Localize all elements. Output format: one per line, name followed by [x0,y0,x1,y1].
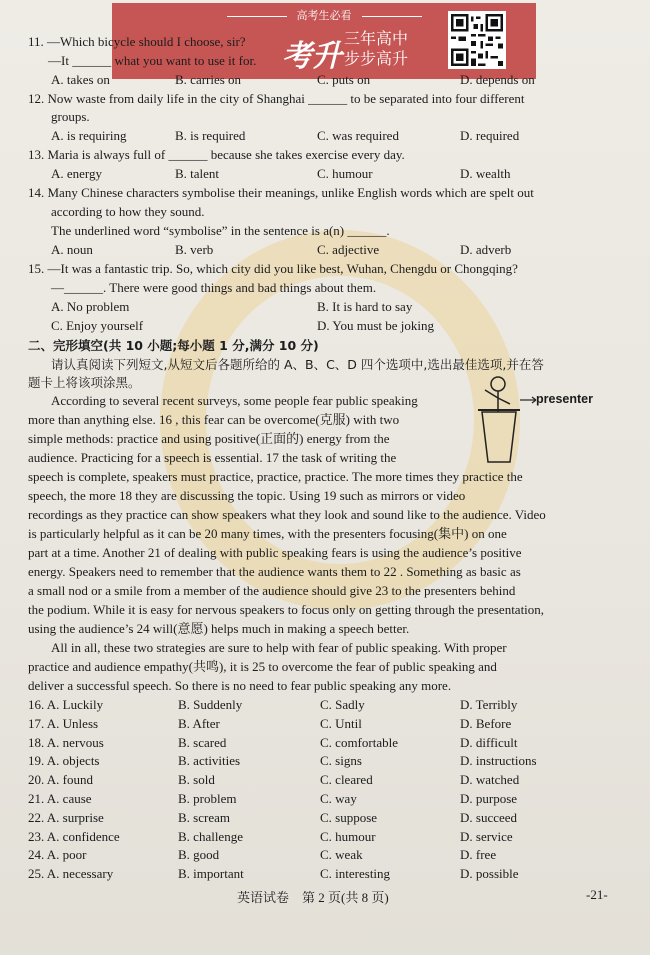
section-instruction-1: 请认真阅读下列短文,从短文后各题所给的 A、B、C、D 四个选项中,选出最佳选项,并在答 [51,357,544,372]
q12-option-d: D. required [460,128,520,143]
q14-option-b: B. verb [175,242,214,257]
cloze-option: B. challenge [178,828,243,844]
cloze-option: C. comfortable [320,734,398,750]
cloze-option: C. Sadly [320,697,365,712]
cloze-option: 18. A. nervous [28,734,104,750]
cloze-option: B. Suddenly [178,697,243,712]
q12-option-c: C. was required [317,128,399,143]
passage-line: speech, the more 18 they are discussing the topic. Using 19 such as mirrors or video [28,488,466,503]
q13-stem: 13. Maria is always full of ______ because she takes exercise every day. [28,147,405,162]
q13-option-b: B. talent [175,166,220,181]
cloze-option: C. way [320,791,357,806]
cloze-option: D. purpose [460,791,518,806]
cloze-option: D. difficult [460,734,518,750]
q14-option-d: D. adverb [460,242,512,257]
cloze-option: D. service [460,828,513,844]
cloze-option: D. Terribly [460,697,518,712]
cloze-option: B. good [178,847,220,863]
passage-line: part at a time. Another 21 of dealing with public speaking fears is using the audience’s positive [28,545,522,560]
cloze-option: C. cleared [320,772,373,788]
q15-stem-1: 15. —It was a fantastic trip. So, which city did you like best, Wuhan, Chengdu or Chongqing? [28,261,518,276]
cloze-option: D. instructions [460,753,537,769]
q11-option-d: D. depends on [460,72,535,87]
q15-option-d: D. You must be joking [317,318,435,333]
presenter-illustration [470,374,600,464]
passage-line: a small nod or a smile from a member of the audience should give 23 to the presenters behind [28,583,516,598]
section-title: 二、完形填空(共 10 小题;每小题 1 分,满分 10 分) [28,338,319,353]
q14-option-c: C. adjective [317,242,380,257]
passage-line: audience. Practicing for a speech is essential. 17 the task of writing the [28,450,397,465]
q11-option-c: C. puts on [317,72,371,87]
qr-code-icon [448,11,506,69]
q13-option-c: C. humour [317,166,373,181]
cloze-option: D. watched [460,772,520,788]
q15-option-a: A. No problem [51,299,130,314]
q15-option-b: B. It is hard to say [317,299,413,314]
q12-stem-2: groups. [51,109,90,124]
cloze-option: B. important [178,866,244,882]
cloze-option: C. signs [320,753,362,769]
cloze-option: 16. A. Luckily [28,697,104,712]
q12-stem-1: 12. Now waste from daily life in the city of Shanghai ______ to be separated into four different [28,91,525,106]
podium-icon [470,374,600,464]
footer-page-number: -21- [586,887,608,902]
passage-line: According to several recent surveys, some people fear public speaking [51,393,418,408]
cloze-option: C. suppose [320,809,378,825]
cloze-option: 22. A. surprise [28,809,104,825]
passage-line: deliver a successful speech. So there is no need to fear public speaking any more. [28,678,452,693]
cloze-option: 19. A. objects [28,753,100,769]
cloze-option: B. scared [178,734,227,750]
cloze-option: B. sold [178,772,215,788]
q13-option-d: D. wealth [460,166,511,181]
q12-option-a: A. is requiring [51,128,127,143]
q14-stem-3: The underlined word “symbolise” in the sentence is a(n) ______. [51,223,390,238]
passage-line: using the audience’s 24 will(意愿) helps much in making a speech better. [28,621,410,636]
passage-line: All in all, these two strategies are sure to help with fear of public speaking. With proper [51,640,507,655]
q12-option-b: B. is required [175,128,246,143]
q14-stem-1: 14. Many Chinese characters symbolise their meanings, unlike English words which are spelt out [28,185,534,200]
q15-option-c: C. Enjoy yourself [51,318,144,333]
section-instruction-2: 题卡上将该项涂黑。 [28,375,141,390]
q11-stem-1: 11. —Which bicycle should I choose, sir? [28,34,246,49]
passage-line: the podium. While it is easy for nervous speakers to focus only on getting through the presentation, [28,602,545,617]
cloze-option: D. free [460,847,497,863]
passage-line: practice and audience empathy(共鸣), it is 25 to overcome the fear of public speaking and [28,659,497,674]
cloze-option: C. Until [320,715,362,731]
cloze-option: 21. A. cause [28,791,92,806]
cloze-option: 23. A. confidence [28,828,120,844]
cloze-option: D. possible [460,866,519,882]
cloze-option: D. succeed [460,809,518,825]
passage-line: speech is complete, speakers must practice, practice, practice. The more times they practice the [28,469,523,484]
banner-logo: 考升 [282,39,342,74]
cloze-option: C. humour [320,828,376,844]
q11-option-a: A. takes on [51,72,110,87]
cloze-option: C. weak [320,847,363,863]
cloze-option: B. problem [178,791,237,806]
passage-line: is particularly helpful as it can be 20 many times, with the presenters focusing(集中) on one [28,526,507,541]
passage-line: recordings as they practice can show speakers what they look and sound like to the audience. Video [28,507,546,522]
cloze-option: 17. A. Unless [28,715,99,731]
cloze-option: B. After [178,715,220,731]
cloze-option: D. Before [460,715,512,731]
q15-stem-2: —______. There were good things and bad things about them. [51,280,377,295]
cloze-option: 20. A. found [28,772,93,788]
passage-line: energy. Speakers need to remember that the audience wants them to 22 . Something as basic as [28,564,521,579]
cloze-option: B. activities [178,753,241,769]
footer-page-info: 英语试卷 第 2 页(共 8 页) [237,890,389,905]
cloze-option: C. interesting [320,866,391,882]
q13-option-a: A. energy [51,166,103,181]
cloze-option: B. scream [178,809,230,825]
presenter-label: presenter [536,392,593,406]
q14-option-a: A. noun [51,242,93,257]
passage-line: simple methods: practice and using positive(正面的) energy from the [28,431,390,446]
q11-option-b: B. carries on [175,72,242,87]
passage-line: more than anything else. 16 , this fear can be overcome(克服) with two [28,412,400,427]
cloze-option: 25. A. necessary [28,866,114,882]
q11-stem-2: —It ______ what you want to use it for. [48,53,257,68]
cloze-option: 24. A. poor [28,847,87,863]
q14-stem-2: according to how they sound. [51,204,205,219]
banner-top-text: 高考生必看 [296,9,352,22]
banner-slogan: 三年高中 步步高升 [344,29,409,68]
